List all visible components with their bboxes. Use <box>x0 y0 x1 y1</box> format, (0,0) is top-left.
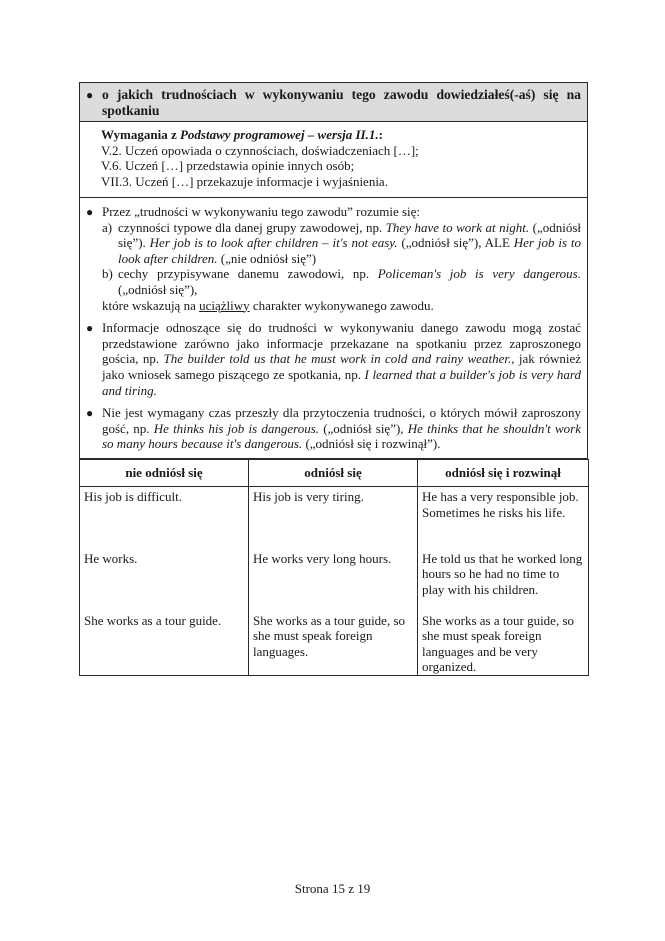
table-cell: She works as a tour guide, so she must speak foreign languages and be very organized. <box>418 611 589 676</box>
page-number: Strona 15 z 19 <box>294 881 371 896</box>
criteria-box <box>79 82 588 459</box>
label-span: („nie odniósł się”) <box>217 250 317 266</box>
example-italic: Policeman's job is very dangerous. <box>377 266 581 282</box>
guideline-text <box>102 204 581 313</box>
label-span: („odniósł się”), ALE <box>397 235 514 251</box>
requirement-line: V.6. Uczeń […] przedstawia opinie innych osób; <box>101 158 355 173</box>
guideline-text <box>102 405 581 452</box>
title-word: wykonywaniu <box>262 87 344 102</box>
table-cell: She works as a tour guide, so she must speak foreign languages. <box>249 611 418 676</box>
example-italic: He thinks that he shouldn't work so many hours because it's dangerous. <box>102 420 581 452</box>
title-word: się <box>543 87 559 102</box>
guideline-item-2 <box>86 320 581 398</box>
table-cell: His job is difficult. <box>80 487 249 549</box>
underlined-word: uciążliwy <box>199 297 250 313</box>
table-row <box>80 549 589 611</box>
requirements-section <box>80 122 587 198</box>
sub-item-text <box>118 220 581 267</box>
bullet-icon: ● <box>86 205 94 219</box>
text-span: Nie jest wymagany czas przeszły dla przytoczenia trudności, o których mówił zaproszony gość, np. <box>102 405 581 436</box>
guidelines-section <box>80 198 587 459</box>
table-cell: He works. <box>80 549 249 611</box>
example-italic: Her job is to look after children. <box>118 235 581 266</box>
label-span: („odniósł się”), <box>118 281 198 297</box>
example-italic: I learned that a builder's job is very hard and tiring. <box>102 366 581 398</box>
requirement-line: VII.3. Uczeń […] przekazuje informacje i wyjaśnienia. <box>101 173 388 189</box>
title-word: zawodu <box>383 87 429 102</box>
title-word: w <box>244 87 255 102</box>
sub-item-letter: a) <box>102 219 113 235</box>
sub-item-letter: b) <box>102 266 113 282</box>
text-span: Informacje odnoszące się do trudności w wykonywaniu danego zawodu mogą zostać przedstawione zarówno jako informacje przekazane na spotkaniu przez zaproszonego gościa, np. <box>102 320 581 367</box>
guideline-closing <box>102 298 581 314</box>
criterion-title-line2: spotkaniu <box>102 103 160 118</box>
sub-item-a <box>102 220 581 267</box>
title-word: trudnościach <box>161 87 237 102</box>
criterion-title-line1 <box>102 87 581 103</box>
examples-table <box>79 459 589 676</box>
requirements-title-prefix: Wymagania z <box>101 127 180 142</box>
title-word: na <box>566 87 581 102</box>
label-span: („odniósł się”), <box>319 420 408 436</box>
text-span: cechy przypisywane danemu zawodowi, np. <box>118 266 378 282</box>
guideline-item-1 <box>86 204 581 313</box>
requirements-title-suffix: : <box>378 127 383 142</box>
label-span: („odniósł się”). <box>118 219 582 251</box>
requirements-title <box>101 127 579 143</box>
bullet-icon: ● <box>86 321 94 336</box>
column-header-not-addressed: nie odniósł się <box>80 460 249 487</box>
requirements-title-italic: Podstawy programowej – wersja II.1. <box>179 127 379 142</box>
column-header-addressed-expanded: odniósł się i rozwinął <box>418 460 589 487</box>
text-span: które wskazują na <box>102 297 200 313</box>
guideline-item-3 <box>86 405 581 452</box>
criterion-header <box>80 83 587 122</box>
sub-item-b <box>102 266 581 297</box>
title-word: jakich <box>116 87 154 102</box>
bullet-icon: ● <box>86 88 94 102</box>
example-italic: The builder told us that he must work in cold and rainy weather. <box>163 351 512 367</box>
guideline-text <box>102 320 581 398</box>
table-cell: He told us that he worked long hours so he had no time to play with his children. <box>418 549 589 611</box>
table-row <box>80 487 589 549</box>
text-span: czynności typowe dla danej grupy zawodowej, np. <box>118 219 386 235</box>
label-span: („odniósł się i rozwinął”). <box>302 436 441 452</box>
sub-item-text <box>118 266 581 297</box>
example-italic: He thinks his job is dangerous. <box>153 420 319 436</box>
bullet-icon: ● <box>86 406 94 421</box>
requirement-line: V.2. Uczeń opowiada o czynnościach, doświadczeniach […]; <box>101 142 419 158</box>
title-word: dowiedziałeś(-aś) <box>436 87 536 102</box>
table-cell: His job is very tiring. <box>249 487 418 549</box>
text-span: , jak również jako wniosek samego piszącego ze spotkania, np. <box>102 351 581 382</box>
example-italic: They have to work at night. <box>385 219 530 235</box>
title-word: tego <box>351 87 376 102</box>
assessment-page <box>79 82 588 676</box>
table-header-row <box>80 460 589 487</box>
guideline-intro: Przez „trudności w wykonywaniu tego zawodu” rozumie się: <box>102 204 421 219</box>
table-row <box>80 611 589 676</box>
table-cell: He works very long hours. <box>249 549 418 611</box>
table-cell: He has a very responsible job. Sometimes he risks his life. <box>418 487 589 549</box>
example-italic: Her job is to look after children – it's not easy. <box>149 235 398 251</box>
table-cell: She works as a tour guide. <box>80 611 249 676</box>
column-header-addressed: odniósł się <box>249 460 418 487</box>
text-span: charakter wykonywanego zawodu. <box>249 297 434 313</box>
title-word: o <box>102 87 109 102</box>
criterion-title <box>102 87 581 118</box>
